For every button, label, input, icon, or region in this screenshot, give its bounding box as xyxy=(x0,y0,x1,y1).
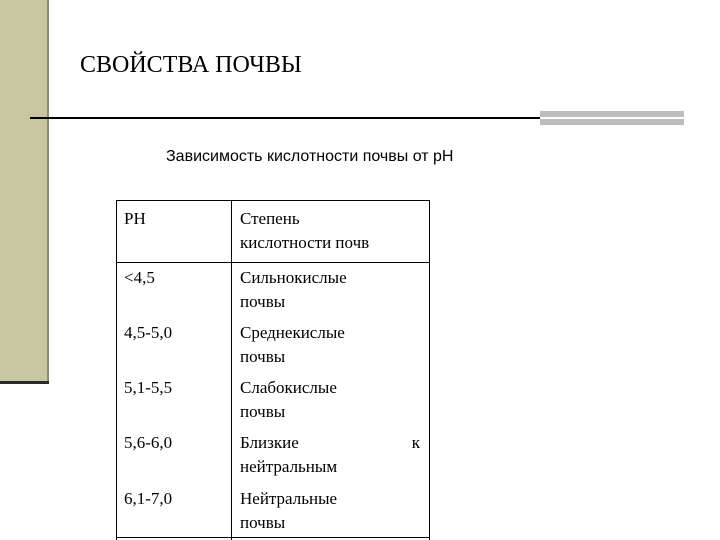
decorative-left-band-edge xyxy=(47,0,49,384)
table-row-4-description-line2: нейтральным xyxy=(240,457,338,476)
title-rule-line xyxy=(30,117,542,119)
table-row-2-description-line2: почвы xyxy=(240,347,286,366)
table-header-description-line1: Степень xyxy=(240,209,300,228)
acidity-table xyxy=(116,200,430,540)
table-row-4-description-line1-word: Близкие xyxy=(240,433,299,452)
table-header-separator xyxy=(117,262,429,263)
table-row-3-ph: 5,1-5,5 xyxy=(124,378,173,397)
table-row-1-ph: <4,5 xyxy=(124,268,155,287)
table-row-5-description xyxy=(240,487,420,535)
table-row-2-description-line1: Среднекислые xyxy=(240,323,345,342)
slide-subtitle: Зависимость кислотности почвы от рН xyxy=(166,148,454,165)
table-column-divider xyxy=(231,201,232,540)
table-row-5-description-line1: Нейтральные xyxy=(240,489,338,508)
table-row-2-description xyxy=(240,321,420,369)
table-row-4-description-line1-preposition: к xyxy=(411,433,420,452)
slide-title: СВОЙСТВА ПОЧВЫ xyxy=(80,52,302,78)
table-row-2-ph: 4,5-5,0 xyxy=(124,323,173,342)
title-rule-accent-bar xyxy=(540,111,684,125)
table-row-1-description xyxy=(240,266,420,314)
table-row-4-description xyxy=(240,431,420,479)
table-row-4-ph: 5,6-6,0 xyxy=(124,433,173,452)
table-header-description xyxy=(240,207,420,255)
decorative-left-band xyxy=(0,0,47,384)
table-row-5-description-line2: почвы xyxy=(240,513,286,532)
table-row-3-description-line1: Слабокислые xyxy=(240,378,337,397)
decorative-left-band-bottom xyxy=(0,381,49,384)
table-bottom-border xyxy=(117,537,429,538)
table-row-5-ph: 6,1-7,0 xyxy=(124,489,173,508)
table-row-1-description-line1: Сильнокислые xyxy=(240,268,347,287)
table-row-1-description-line2: почвы xyxy=(240,292,286,311)
table-row-3-description xyxy=(240,376,420,424)
table-row-4-description-line1 xyxy=(240,431,420,455)
table-header-description-line2: кислотности почв xyxy=(240,233,370,252)
table-row-3-description-line2: почвы xyxy=(240,402,286,421)
table-header-ph: PH xyxy=(124,209,146,228)
